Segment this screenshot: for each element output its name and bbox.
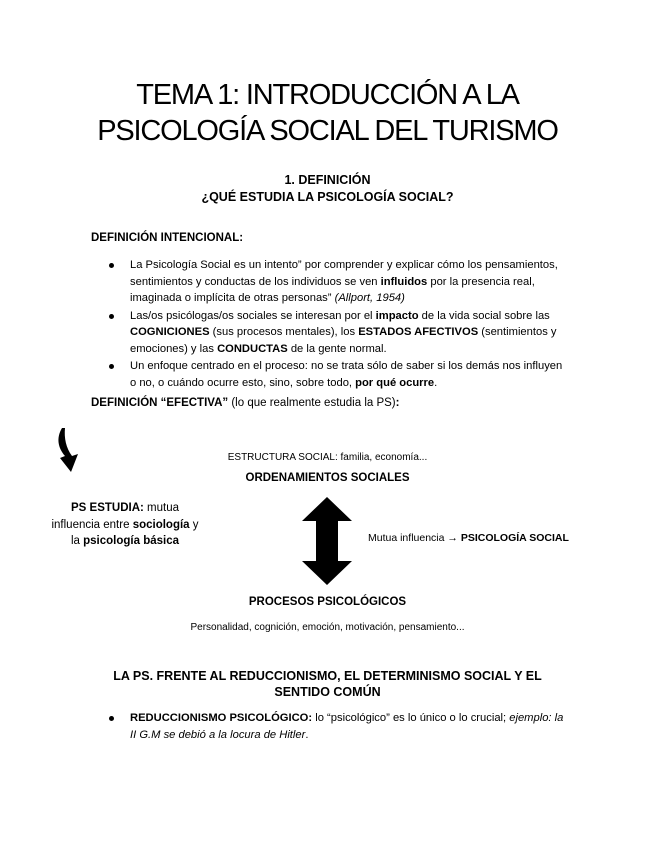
list-item [130,308,570,358]
mutua-text: Mutua influencia → [368,532,461,544]
reduccionismo-bullet-list [130,710,570,743]
bullet-text: de la vida social sobre las [418,309,550,322]
curved-down-arrow-icon [52,426,86,474]
bullet-icon [109,364,114,369]
definicion-efectiva-heading [91,395,399,412]
procesos-psicologicos-label: PROCESOS PSICOLÓGICOS [248,596,407,608]
bullet-text: Las/os psicólogas/os sociales se interesan por el [130,309,376,322]
bullet-text: lo “psicológico” es lo único o lo crucial; [312,712,510,724]
bullet-text: . [305,728,309,741]
section-heading-reduccionismo-line-2: SENTIDO COMÚN [274,685,381,699]
bullet-bold: COGNICIONES [130,326,210,338]
bullet-bold: por qué ocurre [355,376,435,389]
bullet-icon [109,716,114,721]
bullet-bold: CONDUCTAS [217,342,288,355]
bullet-text: Un enfoque centrado en el proceso: no se trata sólo de saber si los demás nos influyen o no, o cuándo ocurre esto, sino, sobre todo, [130,360,563,389]
section-question: ¿QUÉ ESTUDIA LA PSICOLOGÍA SOCIAL? [201,190,454,204]
bullet-text: (sus procesos mentales), los [209,326,359,338]
list-item [130,358,570,391]
ps-estudia-text: influencia entre [51,518,133,531]
bullet-icon [109,314,114,319]
intencional-bullet-list [130,257,570,391]
bullet-text: (sentimientos y emociones) y las [130,326,557,355]
list-item [130,710,570,743]
personalidad-label: Personalidad, cognición, emoción, motivación, pensamiento... [190,622,465,633]
ps-estudia-note [40,500,210,550]
bullet-text: La Psicología Social es un intento” por comprender y explicar cómo los pensamientos, sentimientos y conductas de los individuos se ven [130,259,558,288]
bullet-bold: influidos [380,275,428,288]
bullet-bold: impacto [375,309,419,322]
section-heading-reduccionismo-line-1: LA PS. FRENTE AL REDUCCIONISMO, EL DETERMINISMO SOCIAL Y EL [113,669,542,683]
bullet-text: por la presencia real, imaginada o implícita de otras personas” [130,275,535,304]
ps-estudia-text: la [70,535,84,547]
double-arrow-icon [302,497,352,585]
efectiva-colon: : [395,397,400,409]
ps-estudia-bold: sociología [132,518,190,531]
bullet-bold: REDUCCIONISMO PSICOLÓGICO: [130,712,313,724]
list-item [130,257,570,307]
ps-estudia-bold: psicología básica [83,535,180,547]
efectiva-rest: (lo que realmente estudia la PS) [228,397,396,409]
section-heading-definicion: 1. DEFINICIÓN [284,173,371,187]
psicologia-social-bold: PSICOLOGÍA SOCIAL [460,532,569,544]
estructura-social-label: ESTRUCTURA SOCIAL: familia, economía... [227,452,428,463]
bullet-bold: ESTADOS AFECTIVOS [358,326,479,338]
efectiva-bold: DEFINICIÓN “EFECTIVA” [91,397,229,409]
ordenamientos-sociales-label: ORDENAMIENTOS SOCIALES [245,472,410,484]
bullet-text: de la gente normal. [287,342,387,355]
definicion-intencional-heading: DEFINICIÓN INTENCIONAL: [91,232,244,244]
mutua-influencia-label [368,532,569,544]
bullet-text: . [434,376,438,389]
ps-estudia-text: mutua [143,502,179,514]
bullet-italic: ejemplo: la II G.M se debió a la locura de Hitler [130,712,564,741]
citation: (Allport, 1954) [334,292,405,304]
ps-estudia-text: y [189,518,199,531]
document-title-line-2: PSICOLOGÍA SOCIAL DEL TURISMO [97,115,558,147]
ps-estudia-bold: PS ESTUDIA: [70,502,144,514]
document-title-line-1: TEMA 1: INTRODUCCIÓN A LA [136,79,519,111]
bullet-icon [109,263,114,268]
